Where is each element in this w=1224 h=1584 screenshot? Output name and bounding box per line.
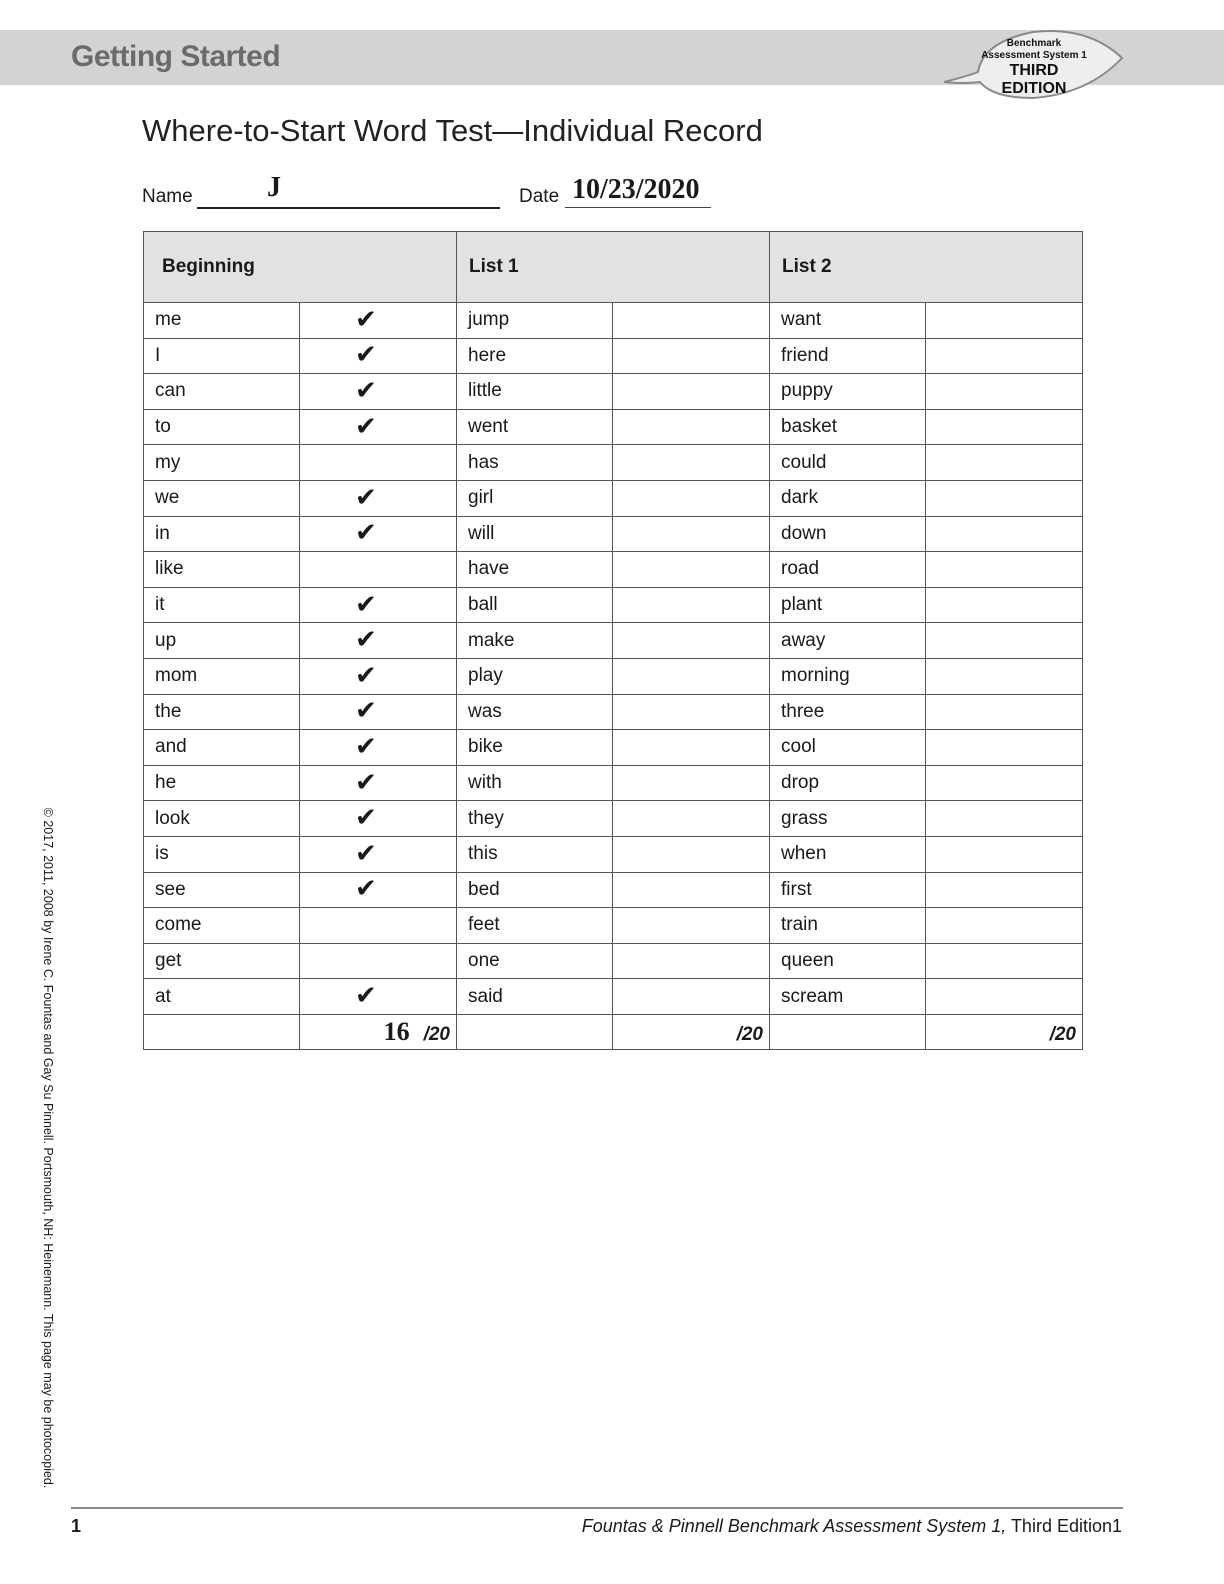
table-row <box>144 338 1083 374</box>
word-text: drop <box>781 772 820 794</box>
list1-word <box>457 943 613 979</box>
beginning-check-cell[interactable] <box>300 374 457 410</box>
table-row <box>144 516 1083 552</box>
beginning-check-cell[interactable] <box>300 658 457 694</box>
list2-check-cell[interactable] <box>926 623 1083 659</box>
beginning-check-cell[interactable] <box>300 623 457 659</box>
list1-check-cell[interactable] <box>613 623 770 659</box>
list2-word <box>770 872 926 908</box>
list2-check-cell[interactable] <box>926 836 1083 872</box>
form-title: Where-to-Start Word Test—Individual Record <box>142 113 763 148</box>
word-text: said <box>468 985 503 1007</box>
list2-word <box>770 303 926 339</box>
beginning-check-cell[interactable] <box>300 836 457 872</box>
word-text: first <box>781 878 812 900</box>
name-label: Name <box>142 186 193 207</box>
word-text: look <box>155 807 190 829</box>
word-text: down <box>781 522 827 544</box>
word-text: road <box>781 558 820 580</box>
list2-check-cell[interactable] <box>926 801 1083 837</box>
list1-check-cell[interactable] <box>613 801 770 837</box>
checkmark-icon: ✔ <box>355 660 377 691</box>
table-row <box>144 587 1083 623</box>
copyright-text: © 2017, 2011, 2008 by Irene C. Fountas and Gay Su Pinnell. Portsmouth, NH: Heinemann. This page may be photocopied. <box>41 807 55 1489</box>
list1-check-cell[interactable] <box>613 587 770 623</box>
column-header-list2: List 2 <box>770 232 1083 303</box>
list2-word <box>770 445 926 481</box>
beginning-check-cell[interactable] <box>300 516 457 552</box>
list2-check-cell[interactable] <box>926 694 1083 730</box>
list1-word <box>457 836 613 872</box>
beginning-word <box>144 908 300 944</box>
checkmark-icon: ✔ <box>355 340 377 371</box>
list2-word <box>770 908 926 944</box>
word-text: grass <box>781 807 828 829</box>
date-underline <box>565 207 711 208</box>
word-text: queen <box>781 949 834 971</box>
table-row <box>144 480 1083 516</box>
list1-check-cell[interactable] <box>613 730 770 766</box>
word-text: bike <box>468 736 503 758</box>
list2-word <box>770 658 926 694</box>
list1-check-cell[interactable] <box>613 445 770 481</box>
list2-check-cell[interactable] <box>926 374 1083 410</box>
word-text: train <box>781 914 818 936</box>
checkmark-icon: ✔ <box>355 304 377 335</box>
beginning-word <box>144 374 300 410</box>
beginning-word <box>144 943 300 979</box>
word-text: this <box>468 843 498 865</box>
table-body <box>144 303 1083 1015</box>
word-text: basket <box>781 416 837 438</box>
beginning-check-cell[interactable] <box>300 445 457 481</box>
beginning-word <box>144 730 300 766</box>
checkmark-icon: ✔ <box>355 696 377 727</box>
list1-denominator: /20 <box>736 1024 763 1046</box>
checkmark-icon: ✔ <box>355 731 377 762</box>
word-text: morning <box>781 665 850 687</box>
table-row <box>144 765 1083 801</box>
word-text: dark <box>781 487 818 509</box>
table-row <box>144 730 1083 766</box>
list2-check-cell[interactable] <box>926 943 1083 979</box>
word-text: away <box>781 629 826 651</box>
list2-word <box>770 409 926 445</box>
word-text: cool <box>781 736 816 758</box>
section-title: Getting Started <box>71 40 281 73</box>
word-text: and <box>155 736 187 758</box>
footer-title <box>582 1516 1122 1537</box>
list2-word <box>770 587 926 623</box>
list2-check-cell[interactable] <box>926 409 1083 445</box>
word-text: here <box>468 344 507 366</box>
beginning-word <box>144 694 300 730</box>
list2-check-cell[interactable] <box>926 552 1083 588</box>
beginning-word <box>144 587 300 623</box>
table-row <box>144 836 1083 872</box>
word-text: was <box>468 700 502 722</box>
table-row <box>144 623 1083 659</box>
list2-word <box>770 374 926 410</box>
beginning-check-cell[interactable] <box>300 552 457 588</box>
checkmark-icon: ✔ <box>355 625 377 656</box>
list1-word <box>457 730 613 766</box>
list2-check-cell[interactable] <box>926 765 1083 801</box>
list2-check-cell[interactable] <box>926 658 1083 694</box>
beginning-check-cell[interactable] <box>300 979 457 1015</box>
list1-check-cell[interactable] <box>613 765 770 801</box>
list1-word <box>457 445 613 481</box>
list2-check-cell[interactable] <box>926 730 1083 766</box>
list2-check-cell[interactable] <box>926 338 1083 374</box>
list2-word <box>770 979 926 1015</box>
word-text: jump <box>468 309 510 331</box>
word-text: my <box>155 451 181 473</box>
list1-check-cell[interactable] <box>613 872 770 908</box>
list1-check-cell[interactable] <box>613 943 770 979</box>
word-text: could <box>781 451 827 473</box>
beginning-check-cell[interactable] <box>300 694 457 730</box>
benchmark-badge <box>938 24 1124 102</box>
date-value[interactable]: 10/23/2020 <box>572 174 700 205</box>
checkmark-icon: ✔ <box>355 482 377 513</box>
beginning-total[interactable] <box>300 1014 457 1050</box>
list1-word <box>457 908 613 944</box>
word-text: with <box>468 772 502 794</box>
list1-check-cell[interactable] <box>613 374 770 410</box>
beginning-check-cell[interactable] <box>300 587 457 623</box>
beginning-word <box>144 445 300 481</box>
totals-blank <box>144 1014 300 1050</box>
column-header-list1: List 1 <box>457 232 770 303</box>
table-row <box>144 445 1083 481</box>
beginning-word <box>144 765 300 801</box>
footer-title-italic: Fountas & Pinnell Benchmark Assessment System 1, <box>581 1516 1007 1536</box>
table-row <box>144 872 1083 908</box>
beginning-check-cell[interactable] <box>300 943 457 979</box>
word-text: have <box>468 558 510 580</box>
beginning-check-cell[interactable] <box>300 730 457 766</box>
list2-word <box>770 552 926 588</box>
list2-check-cell[interactable] <box>926 480 1083 516</box>
word-text: went <box>468 416 509 438</box>
footer-rule <box>71 1507 1123 1509</box>
table-row <box>144 801 1083 837</box>
checkmark-icon: ✔ <box>355 803 377 834</box>
checkmark-icon: ✔ <box>355 981 377 1012</box>
word-text: will <box>468 522 495 544</box>
beginning-word <box>144 623 300 659</box>
word-text: me <box>155 309 182 331</box>
table-row <box>144 908 1083 944</box>
list2-check-cell[interactable] <box>926 445 1083 481</box>
list2-word <box>770 801 926 837</box>
word-text: it <box>155 594 165 616</box>
word-text: they <box>468 807 504 829</box>
beginning-denominator: /20 <box>423 1024 450 1046</box>
word-text: get <box>155 949 182 971</box>
badge-line-1: Benchmark <box>1006 38 1062 49</box>
beginning-check-cell[interactable] <box>300 872 457 908</box>
list1-word <box>457 658 613 694</box>
checkmark-icon: ✔ <box>355 767 377 798</box>
word-text: little <box>468 380 502 402</box>
table-row <box>144 694 1083 730</box>
list1-word <box>457 338 613 374</box>
beginning-check-cell[interactable] <box>300 338 457 374</box>
checkmark-icon: ✔ <box>355 411 377 442</box>
list1-check-cell[interactable] <box>613 516 770 552</box>
list1-word <box>457 872 613 908</box>
beginning-word <box>144 338 300 374</box>
footer-title-rest: Third Edition1 <box>1006 1516 1122 1536</box>
list2-check-cell[interactable] <box>926 587 1083 623</box>
beginning-word <box>144 836 300 872</box>
checkmark-icon: ✔ <box>355 838 377 869</box>
list2-check-cell[interactable] <box>926 516 1083 552</box>
word-text: play <box>468 665 503 687</box>
word-text: one <box>468 949 500 971</box>
word-text: friend <box>781 344 829 366</box>
beginning-word <box>144 552 300 588</box>
table-header-row <box>144 232 1083 303</box>
list2-check-cell[interactable] <box>926 872 1083 908</box>
checkmark-icon: ✔ <box>355 518 377 549</box>
beginning-check-cell[interactable] <box>300 303 457 339</box>
word-text: I <box>155 344 161 366</box>
list2-total[interactable] <box>926 1014 1083 1050</box>
table-row <box>144 552 1083 588</box>
list1-check-cell[interactable] <box>613 658 770 694</box>
list1-check-cell[interactable] <box>613 694 770 730</box>
page-number: 1 <box>71 1516 82 1536</box>
list2-word <box>770 730 926 766</box>
totals-blank <box>770 1014 926 1050</box>
badge-line-3: THIRD EDITION <box>1001 62 1067 97</box>
list2-check-cell[interactable] <box>926 979 1083 1015</box>
word-text: when <box>781 843 827 865</box>
beginning-word <box>144 409 300 445</box>
totals-row <box>144 1014 1083 1050</box>
word-text: plant <box>781 594 823 616</box>
list1-word <box>457 587 613 623</box>
list1-check-cell[interactable] <box>613 480 770 516</box>
list2-word <box>770 516 926 552</box>
beginning-check-cell[interactable] <box>300 480 457 516</box>
list1-word <box>457 979 613 1015</box>
totals-blank <box>457 1014 613 1050</box>
word-text: see <box>155 878 186 900</box>
table-row <box>144 658 1083 694</box>
word-text: mom <box>155 665 198 687</box>
word-text: scream <box>781 985 844 1007</box>
word-text: bed <box>468 878 500 900</box>
table-row <box>144 979 1083 1015</box>
list2-word <box>770 694 926 730</box>
list2-word <box>770 623 926 659</box>
table-row <box>144 303 1083 339</box>
list1-word <box>457 552 613 588</box>
word-text: the <box>155 700 182 722</box>
list1-check-cell[interactable] <box>613 409 770 445</box>
beginning-word <box>144 979 300 1015</box>
column-header-beginning: Beginning <box>144 232 457 303</box>
word-test-table <box>143 231 1083 1050</box>
beginning-score: 16 <box>383 1017 410 1047</box>
word-text: to <box>155 416 171 438</box>
table-row <box>144 374 1083 410</box>
beginning-word <box>144 872 300 908</box>
list1-word <box>457 409 613 445</box>
beginning-word <box>144 516 300 552</box>
list2-word <box>770 943 926 979</box>
beginning-word <box>144 801 300 837</box>
word-text: at <box>155 985 171 1007</box>
table-row <box>144 409 1083 445</box>
beginning-check-cell[interactable] <box>300 765 457 801</box>
list1-check-cell[interactable] <box>613 979 770 1015</box>
word-text: ball <box>468 594 498 616</box>
list1-word <box>457 801 613 837</box>
list1-word <box>457 303 613 339</box>
list2-check-cell[interactable] <box>926 908 1083 944</box>
word-text: puppy <box>781 380 833 402</box>
beginning-check-cell[interactable] <box>300 409 457 445</box>
list2-check-cell[interactable] <box>926 303 1083 339</box>
word-text: in <box>155 522 170 544</box>
list2-word <box>770 836 926 872</box>
badge-line-2: Assessment System 1 <box>981 50 1087 61</box>
word-text: girl <box>468 487 494 509</box>
beginning-word <box>144 303 300 339</box>
word-text: has <box>468 451 499 473</box>
word-text: we <box>155 487 180 509</box>
checkmark-icon: ✔ <box>355 874 377 905</box>
list1-word <box>457 516 613 552</box>
list1-check-cell[interactable] <box>613 303 770 339</box>
beginning-word <box>144 658 300 694</box>
list2-word <box>770 338 926 374</box>
list1-word <box>457 623 613 659</box>
word-text: he <box>155 772 177 794</box>
word-text: make <box>468 629 515 651</box>
date-label: Date <box>519 186 560 207</box>
word-text: feet <box>468 914 500 936</box>
word-text: up <box>155 629 177 651</box>
beginning-check-cell[interactable] <box>300 908 457 944</box>
word-text: three <box>781 700 825 722</box>
list1-word <box>457 694 613 730</box>
table-row <box>144 943 1083 979</box>
list1-word <box>457 765 613 801</box>
list1-check-cell[interactable] <box>613 908 770 944</box>
name-underline <box>197 207 500 209</box>
list1-word <box>457 374 613 410</box>
list2-denominator: /20 <box>1049 1024 1076 1046</box>
checkmark-icon: ✔ <box>355 589 377 620</box>
word-text: is <box>155 843 169 865</box>
list1-word <box>457 480 613 516</box>
beginning-check-cell[interactable] <box>300 801 457 837</box>
word-text: come <box>155 914 202 936</box>
list1-check-cell[interactable] <box>613 552 770 588</box>
name-value[interactable]: J <box>267 172 281 203</box>
list2-word <box>770 480 926 516</box>
word-text: can <box>155 380 186 402</box>
list1-total[interactable] <box>613 1014 770 1050</box>
beginning-word <box>144 480 300 516</box>
checkmark-icon: ✔ <box>355 375 377 406</box>
list2-word <box>770 765 926 801</box>
list1-check-cell[interactable] <box>613 338 770 374</box>
list1-check-cell[interactable] <box>613 836 770 872</box>
word-text: want <box>781 309 822 331</box>
word-text: like <box>155 558 184 580</box>
